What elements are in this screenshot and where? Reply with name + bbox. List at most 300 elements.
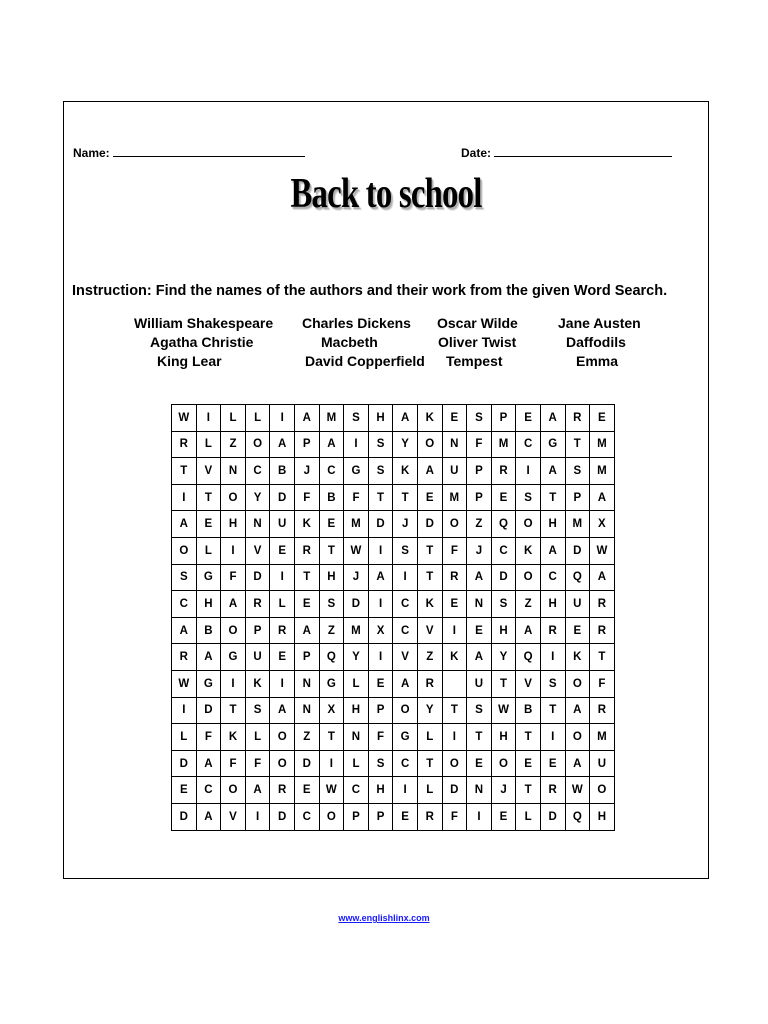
grid-cell: E (491, 803, 516, 830)
grid-cell: C (319, 458, 344, 485)
grid-cell: X (368, 617, 393, 644)
grid-cell: C (294, 803, 319, 830)
grid-cell: M (565, 511, 590, 538)
grid-cell: T (442, 697, 467, 724)
grid-cell: I (319, 750, 344, 777)
footer (0, 913, 768, 923)
grid-cell: T (467, 724, 492, 751)
grid-cell: L (516, 803, 541, 830)
grid-cell: I (344, 431, 369, 458)
grid-cell: F (221, 750, 246, 777)
grid-cell: T (319, 724, 344, 751)
grid-cell: I (540, 644, 565, 671)
grid-cell: I (245, 803, 270, 830)
word-list-item: Oliver Twist (438, 334, 517, 350)
grid-cell: A (294, 405, 319, 432)
grid-cell: A (540, 537, 565, 564)
grid-cell: G (319, 670, 344, 697)
grid-cell: A (393, 405, 418, 432)
grid-cell: F (590, 670, 615, 697)
grid-cell: F (368, 724, 393, 751)
grid-cell: R (172, 431, 197, 458)
grid-cell: E (590, 405, 615, 432)
grid-cell: D (442, 777, 467, 804)
grid-cell: T (172, 458, 197, 485)
grid-cell: D (344, 591, 369, 618)
grid-cell: L (196, 537, 221, 564)
grid-cell: C (393, 750, 418, 777)
grid-cell: O (491, 750, 516, 777)
grid-cell: N (245, 511, 270, 538)
grid-cell: A (565, 697, 590, 724)
grid-cell: H (196, 591, 221, 618)
grid-cell: E (196, 511, 221, 538)
grid-cell: O (245, 431, 270, 458)
grid-cell: L (245, 405, 270, 432)
grid-cell: I (196, 405, 221, 432)
grid-cell: J (393, 511, 418, 538)
grid-cell: I (172, 484, 197, 511)
grid-cell: S (516, 484, 541, 511)
grid-cell: K (417, 405, 442, 432)
grid-cell: S (467, 405, 492, 432)
grid-cell: X (590, 511, 615, 538)
grid-cell: S (172, 564, 197, 591)
grid-cell: H (368, 405, 393, 432)
grid-cell: T (540, 697, 565, 724)
grid-cell (442, 670, 467, 697)
grid-cell: I (442, 617, 467, 644)
grid-cell: V (393, 644, 418, 671)
grid-cell: M (491, 431, 516, 458)
grid-cell: L (344, 670, 369, 697)
grid-row (172, 617, 615, 644)
grid-cell: O (221, 484, 246, 511)
grid-cell: C (196, 777, 221, 804)
grid-cell: P (565, 484, 590, 511)
word-list-item: Emma (576, 353, 619, 369)
grid-cell: M (344, 617, 369, 644)
grid-cell: D (245, 564, 270, 591)
grid-cell: S (344, 405, 369, 432)
grid-cell: W (590, 537, 615, 564)
grid-cell: A (221, 591, 246, 618)
grid-cell: E (368, 670, 393, 697)
word-list-item: David Copperfield (305, 353, 425, 369)
grid-cell: L (417, 724, 442, 751)
grid-cell: U (565, 591, 590, 618)
grid-cell: K (221, 724, 246, 751)
grid-cell: S (319, 591, 344, 618)
grid-cell: P (467, 458, 492, 485)
grid-cell: O (270, 724, 295, 751)
grid-cell: P (368, 697, 393, 724)
grid-cell: W (491, 697, 516, 724)
grid-cell: T (590, 644, 615, 671)
grid-cell: I (393, 564, 418, 591)
grid-cell: L (417, 777, 442, 804)
grid-cell: P (491, 405, 516, 432)
grid-row (172, 803, 615, 830)
grid-cell: A (196, 644, 221, 671)
grid-cell: J (491, 777, 516, 804)
grid-cell: R (270, 617, 295, 644)
grid-cell: G (393, 724, 418, 751)
name-field (73, 144, 305, 160)
grid-cell: I (368, 591, 393, 618)
grid-cell: T (294, 564, 319, 591)
grid-cell: G (344, 458, 369, 485)
grid-cell: C (516, 431, 541, 458)
grid-cell: E (393, 803, 418, 830)
grid-cell: E (467, 750, 492, 777)
grid-cell: L (344, 750, 369, 777)
grid-cell: T (319, 537, 344, 564)
grid-cell: Z (417, 644, 442, 671)
grid-cell: U (245, 644, 270, 671)
grid-cell: M (590, 458, 615, 485)
grid-cell: D (540, 803, 565, 830)
grid-cell: P (467, 484, 492, 511)
grid-row (172, 670, 615, 697)
grid-cell: O (221, 777, 246, 804)
grid-cell: D (294, 750, 319, 777)
grid-cell: C (245, 458, 270, 485)
grid-cell: T (417, 564, 442, 591)
grid-cell: N (221, 458, 246, 485)
grid-cell: R (540, 777, 565, 804)
grid-cell: P (245, 617, 270, 644)
grid-cell: V (221, 803, 246, 830)
grid-cell: E (172, 777, 197, 804)
grid-cell: A (270, 697, 295, 724)
grid-cell: F (442, 537, 467, 564)
grid-cell: O (270, 750, 295, 777)
grid-cell: R (590, 617, 615, 644)
grid-cell: Z (319, 617, 344, 644)
word-list-item: Charles Dickens (302, 315, 411, 331)
grid-cell: C (172, 591, 197, 618)
grid-cell: D (172, 750, 197, 777)
grid-cell: E (565, 617, 590, 644)
grid-cell: Y (344, 644, 369, 671)
grid-cell: T (417, 750, 442, 777)
grid-cell: N (294, 697, 319, 724)
grid-cell: Q (565, 803, 590, 830)
grid-cell: I (270, 564, 295, 591)
grid-cell: E (270, 537, 295, 564)
grid-cell: R (590, 697, 615, 724)
grid-cell: F (467, 431, 492, 458)
grid-cell: T (393, 484, 418, 511)
grid-cell: B (319, 484, 344, 511)
grid-cell: K (245, 670, 270, 697)
grid-cell: J (467, 537, 492, 564)
grid-cell: J (344, 564, 369, 591)
grid-cell: H (540, 591, 565, 618)
grid-cell: F (442, 803, 467, 830)
grid-cell: Z (221, 431, 246, 458)
grid-cell: C (344, 777, 369, 804)
grid-cell: N (467, 591, 492, 618)
grid-cell: I (270, 405, 295, 432)
grid-cell: R (245, 591, 270, 618)
grid-cell: R (565, 405, 590, 432)
grid-row (172, 405, 615, 432)
grid-cell: A (516, 617, 541, 644)
grid-cell: E (417, 484, 442, 511)
grid-cell: E (294, 777, 319, 804)
grid-cell: R (270, 777, 295, 804)
grid-cell: M (442, 484, 467, 511)
grid-cell: A (319, 431, 344, 458)
grid-cell: T (196, 484, 221, 511)
grid-cell: I (516, 458, 541, 485)
grid-cell: Y (393, 431, 418, 458)
grid-cell: W (565, 777, 590, 804)
grid-cell: E (491, 484, 516, 511)
grid-cell: R (417, 803, 442, 830)
grid-cell: S (491, 591, 516, 618)
word-list-item: Daffodils (566, 334, 626, 350)
grid-cell: F (196, 724, 221, 751)
grid-cell: V (516, 670, 541, 697)
grid-cell: V (245, 537, 270, 564)
grid-cell: D (368, 511, 393, 538)
date-label: Date: (461, 146, 492, 160)
grid-row (172, 724, 615, 751)
grid-row (172, 591, 615, 618)
grid-cell: D (270, 484, 295, 511)
grid-cell: C (540, 564, 565, 591)
grid-cell: H (491, 724, 516, 751)
grid-cell: F (245, 750, 270, 777)
instruction-text: Instruction: Find the names of the authors and their work from the given Word Search. (72, 283, 668, 299)
grid-cell: S (368, 458, 393, 485)
grid-cell: O (319, 803, 344, 830)
grid-cell: L (245, 724, 270, 751)
grid-cell: C (491, 537, 516, 564)
grid-cell: W (344, 537, 369, 564)
grid-cell: U (467, 670, 492, 697)
grid-row (172, 697, 615, 724)
grid-cell: B (196, 617, 221, 644)
grid-cell: T (565, 431, 590, 458)
grid-cell: W (172, 405, 197, 432)
word-list-item: Macbeth (321, 334, 378, 350)
grid-cell: P (344, 803, 369, 830)
word-list-item: William Shakespeare (134, 315, 274, 331)
worksheet-frame (63, 101, 709, 879)
grid-cell: E (467, 617, 492, 644)
grid-cell: H (491, 617, 516, 644)
grid-cell: Q (319, 644, 344, 671)
grid-cell: T (417, 537, 442, 564)
grid-cell: R (491, 458, 516, 485)
grid-row (172, 484, 615, 511)
grid-cell: P (294, 431, 319, 458)
grid-cell: E (516, 750, 541, 777)
grid-row (172, 458, 615, 485)
grid-cell: V (417, 617, 442, 644)
grid-cell: I (368, 644, 393, 671)
name-blank-line (113, 144, 305, 157)
word-search-grid (171, 404, 615, 831)
grid-cell: K (516, 537, 541, 564)
grid-cell: E (270, 644, 295, 671)
grid-cell: H (344, 697, 369, 724)
grid-cell: T (516, 777, 541, 804)
grid-cell: S (467, 697, 492, 724)
grid-cell: R (417, 670, 442, 697)
date-blank-line (494, 144, 672, 157)
grid-cell: O (393, 697, 418, 724)
grid-cell: A (294, 617, 319, 644)
grid-cell: W (172, 670, 197, 697)
grid-cell: D (270, 803, 295, 830)
grid-row (172, 431, 615, 458)
grid-cell: L (196, 431, 221, 458)
grid-cell: O (516, 564, 541, 591)
grid-cell: A (368, 564, 393, 591)
grid-row (172, 537, 615, 564)
grid-cell: M (590, 724, 615, 751)
grid-cell: Z (467, 511, 492, 538)
grid-cell: D (565, 537, 590, 564)
grid-cell: F (344, 484, 369, 511)
grid-cell: O (417, 431, 442, 458)
grid-cell: K (565, 644, 590, 671)
grid-cell: S (368, 431, 393, 458)
grid-cell: R (540, 617, 565, 644)
grid-cell: W (319, 777, 344, 804)
grid-cell: G (196, 670, 221, 697)
grid-cell: A (467, 564, 492, 591)
grid-row (172, 564, 615, 591)
grid-cell: D (491, 564, 516, 591)
grid-cell: B (270, 458, 295, 485)
grid-cell: T (491, 670, 516, 697)
grid-cell: O (565, 724, 590, 751)
name-label: Name: (73, 146, 110, 160)
grid-cell: A (540, 458, 565, 485)
grid-cell: I (442, 724, 467, 751)
grid-cell: I (221, 537, 246, 564)
grid-cell: Q (491, 511, 516, 538)
grid-cell: M (344, 511, 369, 538)
grid-cell: T (221, 697, 246, 724)
grid-cell: A (540, 405, 565, 432)
grid-cell: L (270, 591, 295, 618)
grid-cell: A (270, 431, 295, 458)
grid-cell: H (590, 803, 615, 830)
grid-cell: A (172, 617, 197, 644)
grid-cell: M (319, 405, 344, 432)
grid-cell: Z (516, 591, 541, 618)
grid-cell: P (368, 803, 393, 830)
grid-cell: Q (516, 644, 541, 671)
word-list-item: Jane Austen (558, 315, 641, 331)
grid-cell: U (442, 458, 467, 485)
word-list-item: Agatha Christie (150, 334, 254, 350)
grid-cell: K (294, 511, 319, 538)
grid-cell: Y (491, 644, 516, 671)
grid-cell: O (590, 777, 615, 804)
grid-cell: T (540, 484, 565, 511)
grid-cell: H (540, 511, 565, 538)
grid-cell: O (516, 511, 541, 538)
grid-cell: R (172, 644, 197, 671)
grid-cell: D (196, 697, 221, 724)
grid-row (172, 777, 615, 804)
grid-cell: E (319, 511, 344, 538)
grid-cell: P (294, 644, 319, 671)
grid-cell: T (516, 724, 541, 751)
grid-cell: I (368, 537, 393, 564)
grid-cell: Z (294, 724, 319, 751)
grid-row (172, 511, 615, 538)
grid-cell: I (540, 724, 565, 751)
grid-cell: D (172, 803, 197, 830)
grid-cell: H (221, 511, 246, 538)
word-list-item: King Lear (157, 353, 222, 369)
grid-cell: O (442, 750, 467, 777)
grid-cell: R (442, 564, 467, 591)
footer-link[interactable]: www.englishlinx.com (338, 913, 430, 923)
grid-cell: G (540, 431, 565, 458)
grid-cell: O (565, 670, 590, 697)
grid-cell: E (540, 750, 565, 777)
grid-cell: M (590, 431, 615, 458)
grid-cell: S (393, 537, 418, 564)
grid-cell: A (590, 484, 615, 511)
grid-cell: C (393, 617, 418, 644)
grid-cell: O (172, 537, 197, 564)
grid-cell: H (368, 777, 393, 804)
grid-cell: N (442, 431, 467, 458)
grid-cell: K (393, 458, 418, 485)
grid-cell: K (417, 591, 442, 618)
grid-cell: V (196, 458, 221, 485)
grid-cell: N (344, 724, 369, 751)
word-list-item: Tempest (446, 353, 503, 369)
grid-cell: C (393, 591, 418, 618)
grid-cell: L (172, 724, 197, 751)
grid-cell: E (516, 405, 541, 432)
grid-cell: G (221, 644, 246, 671)
grid-cell: I (221, 670, 246, 697)
grid-cell: A (245, 777, 270, 804)
grid-cell: Q (565, 564, 590, 591)
date-field (461, 144, 672, 160)
grid-cell: A (467, 644, 492, 671)
grid-cell: Y (417, 697, 442, 724)
grid-cell: Y (245, 484, 270, 511)
grid-cell: A (590, 564, 615, 591)
grid-cell: H (319, 564, 344, 591)
grid-cell: I (270, 670, 295, 697)
grid-cell: R (590, 591, 615, 618)
grid-cell: J (294, 458, 319, 485)
grid-cell: L (221, 405, 246, 432)
grid-cell: O (442, 511, 467, 538)
grid-row (172, 750, 615, 777)
grid-cell: N (294, 670, 319, 697)
grid-cell: A (417, 458, 442, 485)
grid-cell: K (442, 644, 467, 671)
grid-cell: R (294, 537, 319, 564)
grid-cell: F (294, 484, 319, 511)
